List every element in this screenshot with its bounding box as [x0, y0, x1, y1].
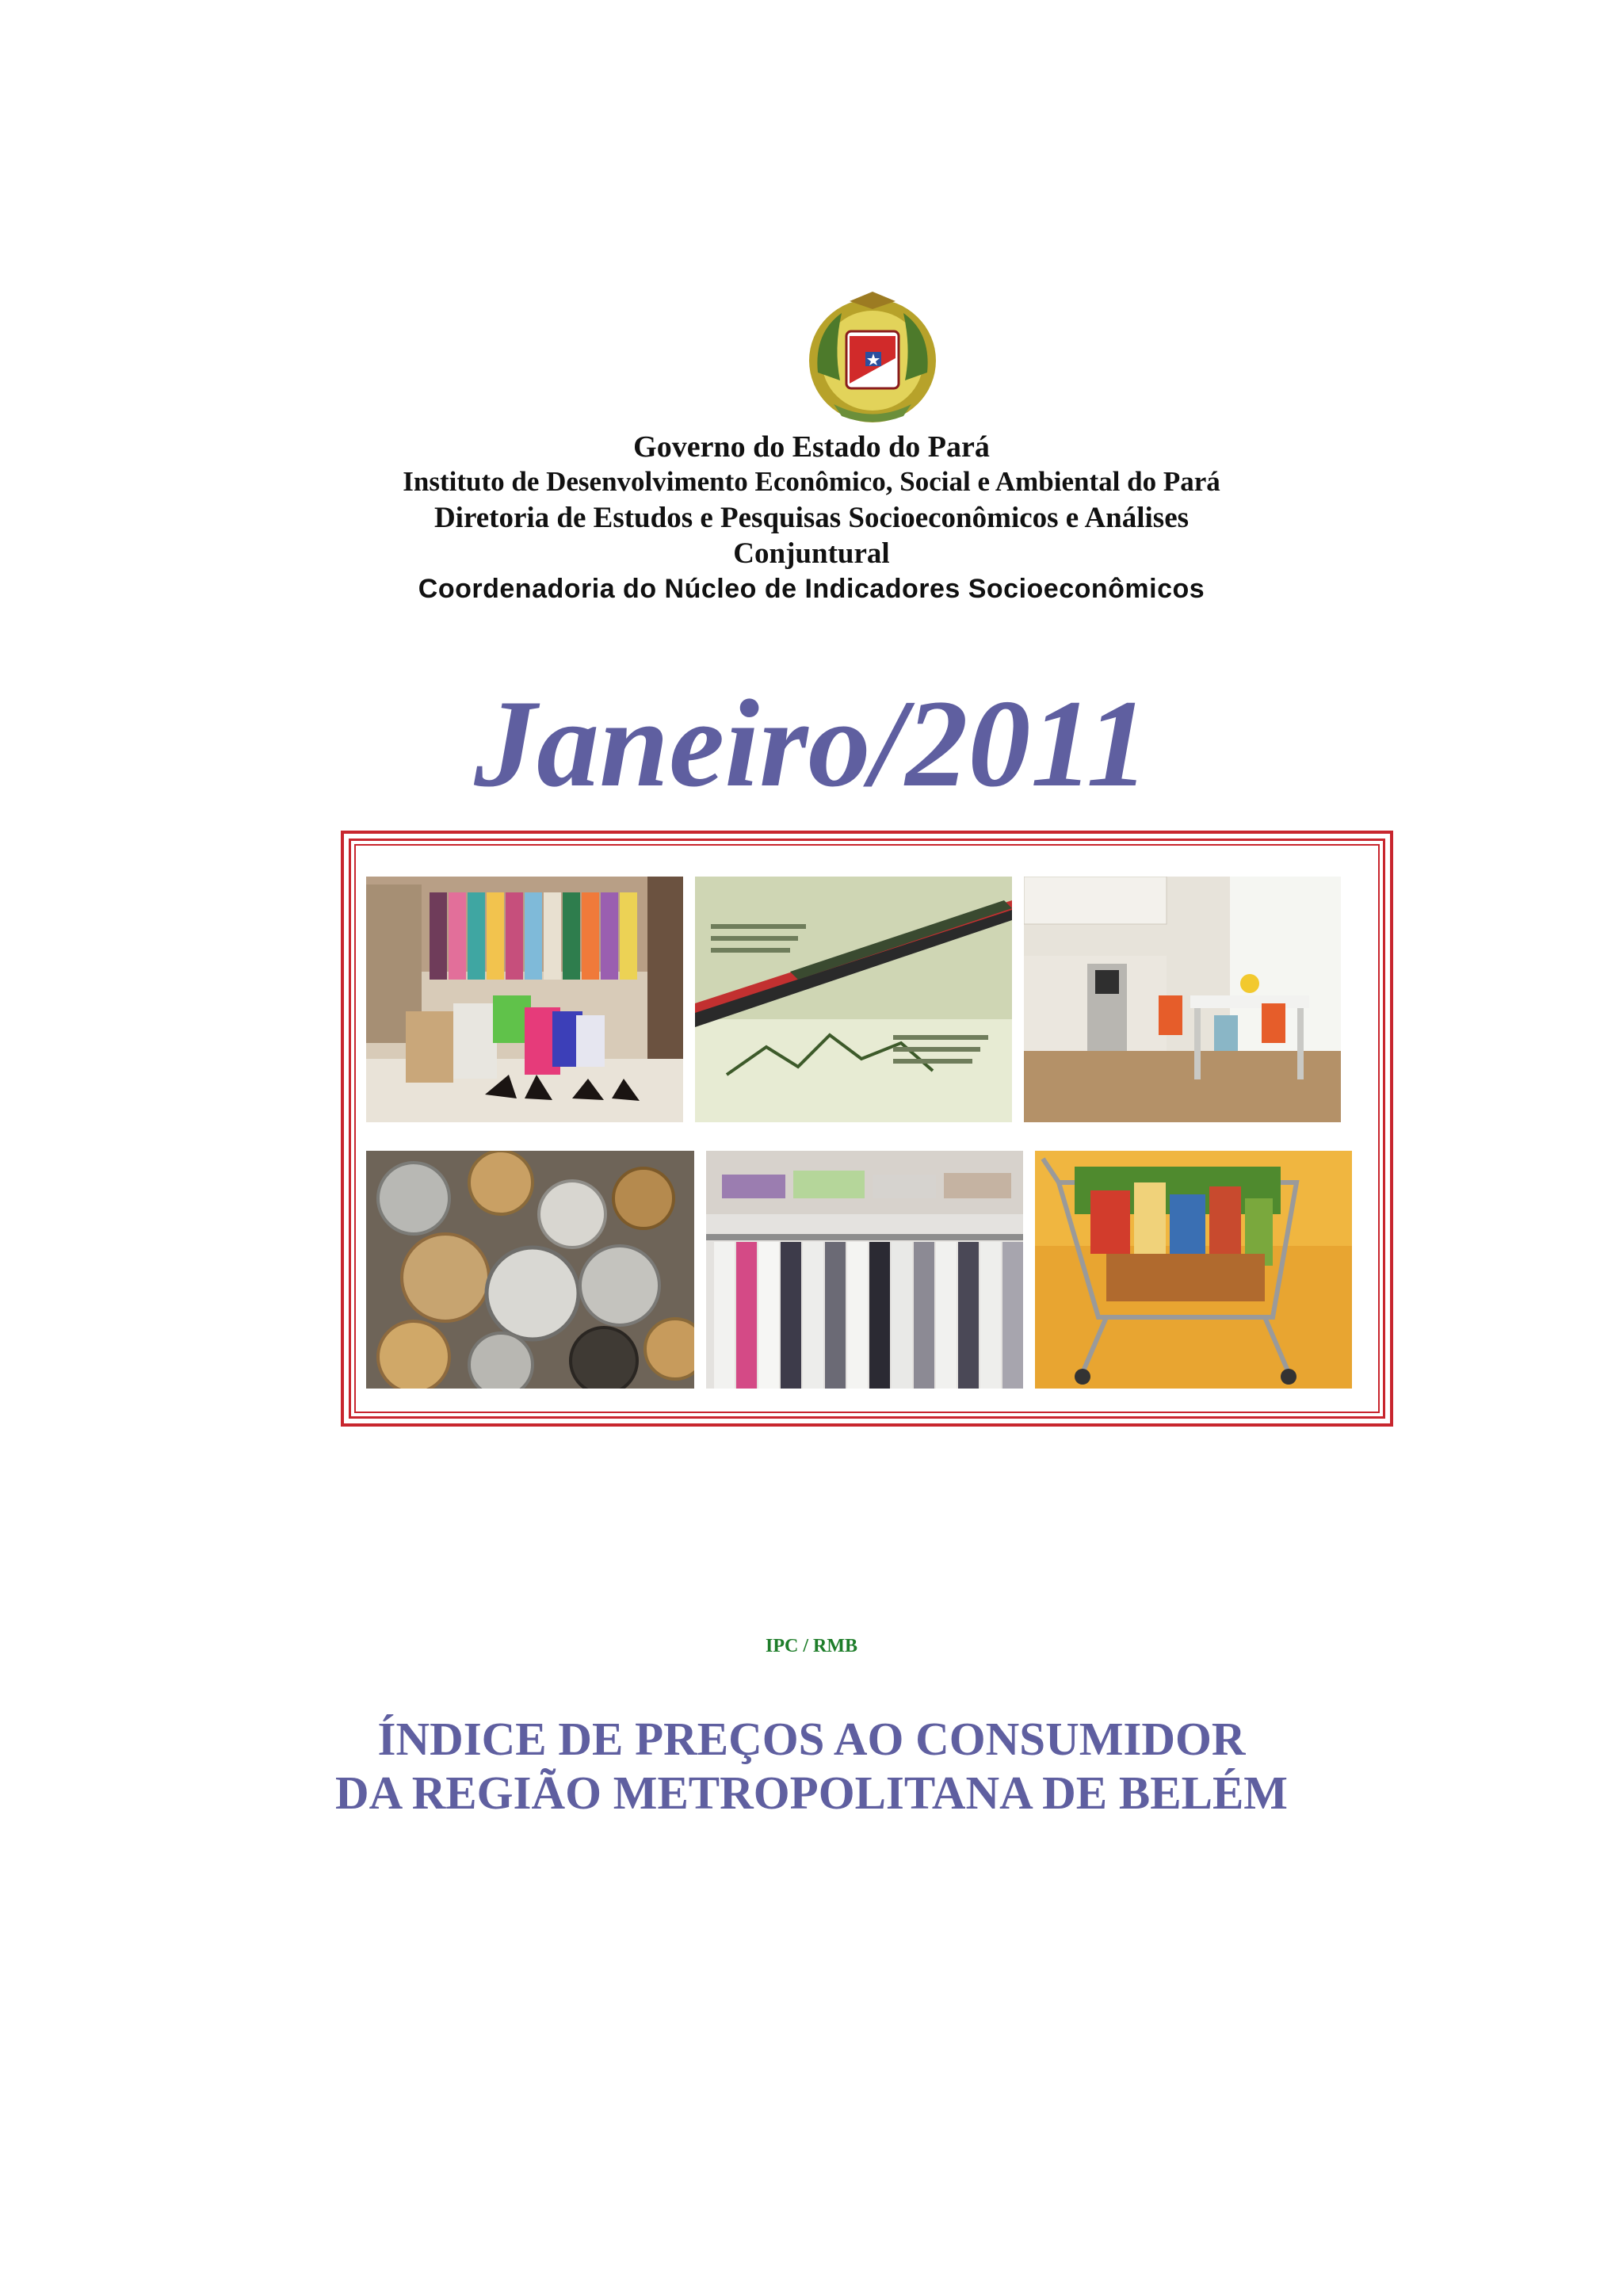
coat-of-arms-icon [802, 285, 943, 426]
title-line-1: ÍNDICE DE PREÇOS AO CONSUMIDOR [377, 1713, 1246, 1765]
photo-collage [341, 831, 1393, 1427]
header-institute: Instituto de Desenvolvimento Econômico, Social e Ambiental do Pará [403, 466, 1220, 497]
report-period: Janeiro/2011 [474, 674, 1149, 813]
kitchen-dining-photo [1024, 877, 1341, 1122]
grocery-cart-photo [1035, 1151, 1352, 1389]
clothing-store-photo [366, 877, 683, 1122]
header-government: Governo do Estado do Pará [633, 430, 990, 464]
header-directorate: Diretoria de Estudos e Pesquisas Socioeconômicos e Análises [433, 502, 1190, 534]
financial-newspaper-pen-photo [695, 877, 1012, 1122]
clothes-rack-photo [706, 1151, 1023, 1389]
index-acronym: IPC / RMB [766, 1636, 857, 1656]
header-coordination: Coordenadoria do Núcleo de Indicadores Socioeconômicos [418, 574, 1205, 604]
header-directorate-cont: Conjuntural [733, 537, 890, 570]
title-line-2: DA REGIÃO METROPOLITANA DE BELÉM [334, 1767, 1288, 1819]
coins-photo [366, 1151, 694, 1389]
